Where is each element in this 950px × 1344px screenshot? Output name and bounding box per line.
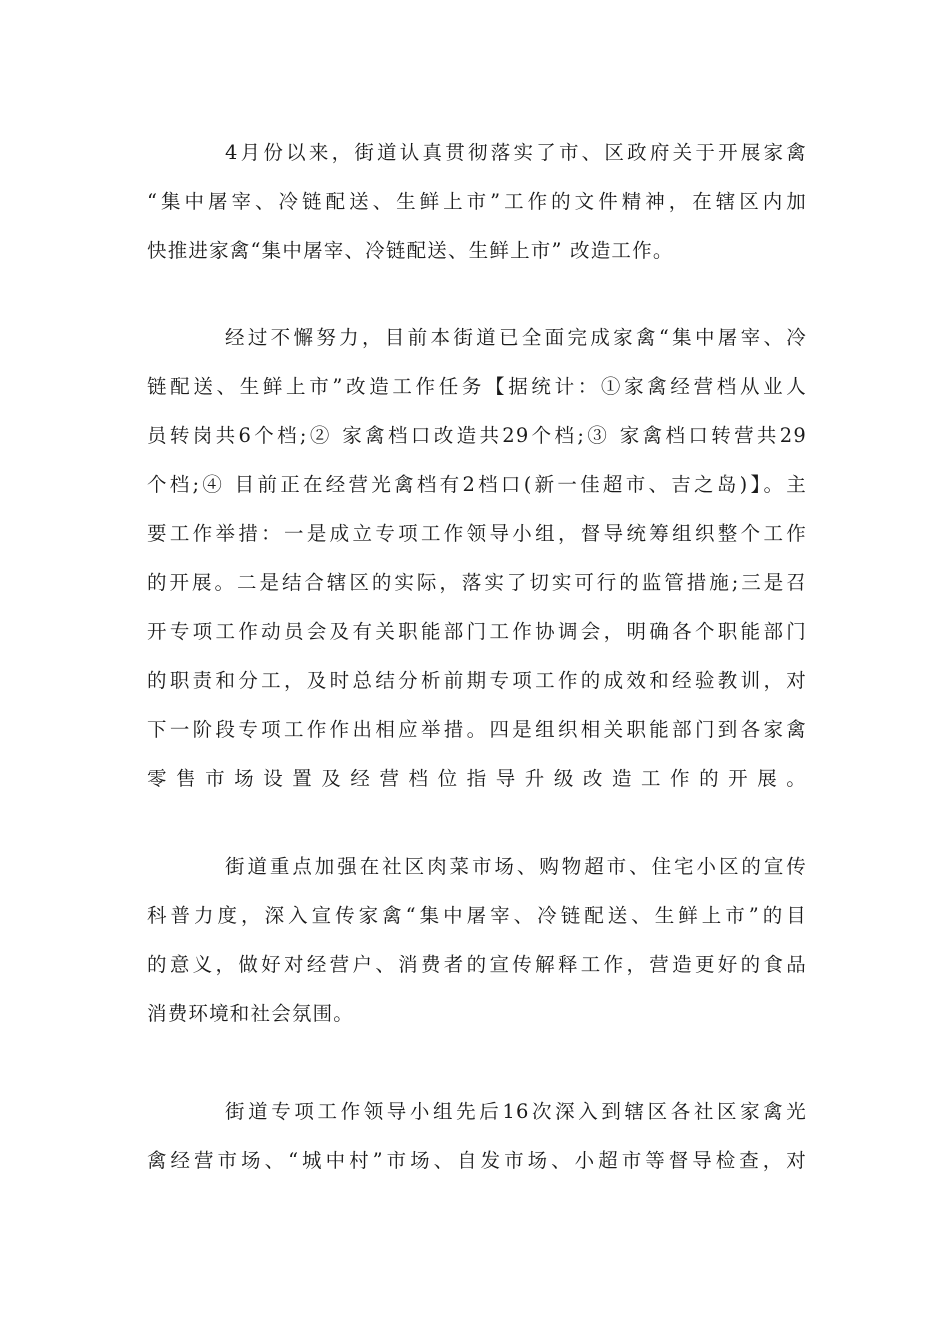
- paragraph-line: 要工作举措：一是成立专项工作领导小组，督导统筹组织整个工作: [147, 522, 807, 545]
- paragraph-line: 的职责和分工，及时总结分析前期专项工作的成效和经验教训，对: [147, 669, 807, 692]
- paragraph-4: [147, 1087, 807, 1185]
- paragraph-1: [147, 128, 807, 275]
- paragraph-line: 的意义，做好对经营户、消费者的宣传解释工作，营造更好的食品: [147, 953, 807, 976]
- paragraph-line: 链配送、生鲜上市”改造工作任务【据统计：①家禽经营档从业人: [147, 375, 807, 398]
- paragraph-line: 零售市场设置及经营档位指导升级改造工作的开展。: [147, 767, 807, 790]
- paragraph-line: 的开展。二是结合辖区的实际，落实了切实可行的监管措施;三是召: [147, 571, 807, 594]
- paragraph-line: 经过不懈努力，目前本街道已全面完成家禽“集中屠宰、冷: [225, 326, 807, 349]
- paragraph-line: 科普力度，深入宣传家禽“集中屠宰、冷链配送、生鲜上市”的目: [147, 904, 807, 927]
- paragraph-line: 开专项工作动员会及有关职能部门工作协调会，明确各个职能部门: [147, 620, 807, 643]
- paragraph-line: 消费环境和社会氛围。: [147, 1002, 355, 1025]
- paragraph-2: [147, 313, 807, 852]
- paragraph-line: 下一阶段专项工作作出相应举措。四是组织相关职能部门到各家禽: [147, 718, 807, 741]
- paragraph-line: “集中屠宰、冷链配送、生鲜上市”工作的文件精神，在辖区内加: [147, 190, 807, 213]
- paragraph-line: 街道专项工作领导小组先后16次深入到辖区各社区家禽光: [225, 1100, 807, 1123]
- paragraph-line: 禽经营市场、“城中村”市场、自发市场、小超市等督导检查，对: [147, 1149, 807, 1172]
- paragraph-3: [147, 842, 807, 1038]
- paragraph-line: 个档;④ 目前正在经营光禽档有2档口(新一佳超市、吉之岛)】。主: [147, 473, 807, 496]
- paragraph-line: 快推进家禽“集中屠宰、冷链配送、生鲜上市” 改造工作。: [147, 239, 674, 262]
- paragraph-line: 街道重点加强在社区肉菜市场、购物超市、住宅小区的宣传: [225, 855, 807, 878]
- paragraph-line: 员转岗共6个档;② 家禽档口改造共29个档;③ 家禽档口转营共29: [147, 424, 807, 447]
- paragraph-line: 4月份以来，街道认真贯彻落实了市、区政府关于开展家禽: [225, 141, 807, 164]
